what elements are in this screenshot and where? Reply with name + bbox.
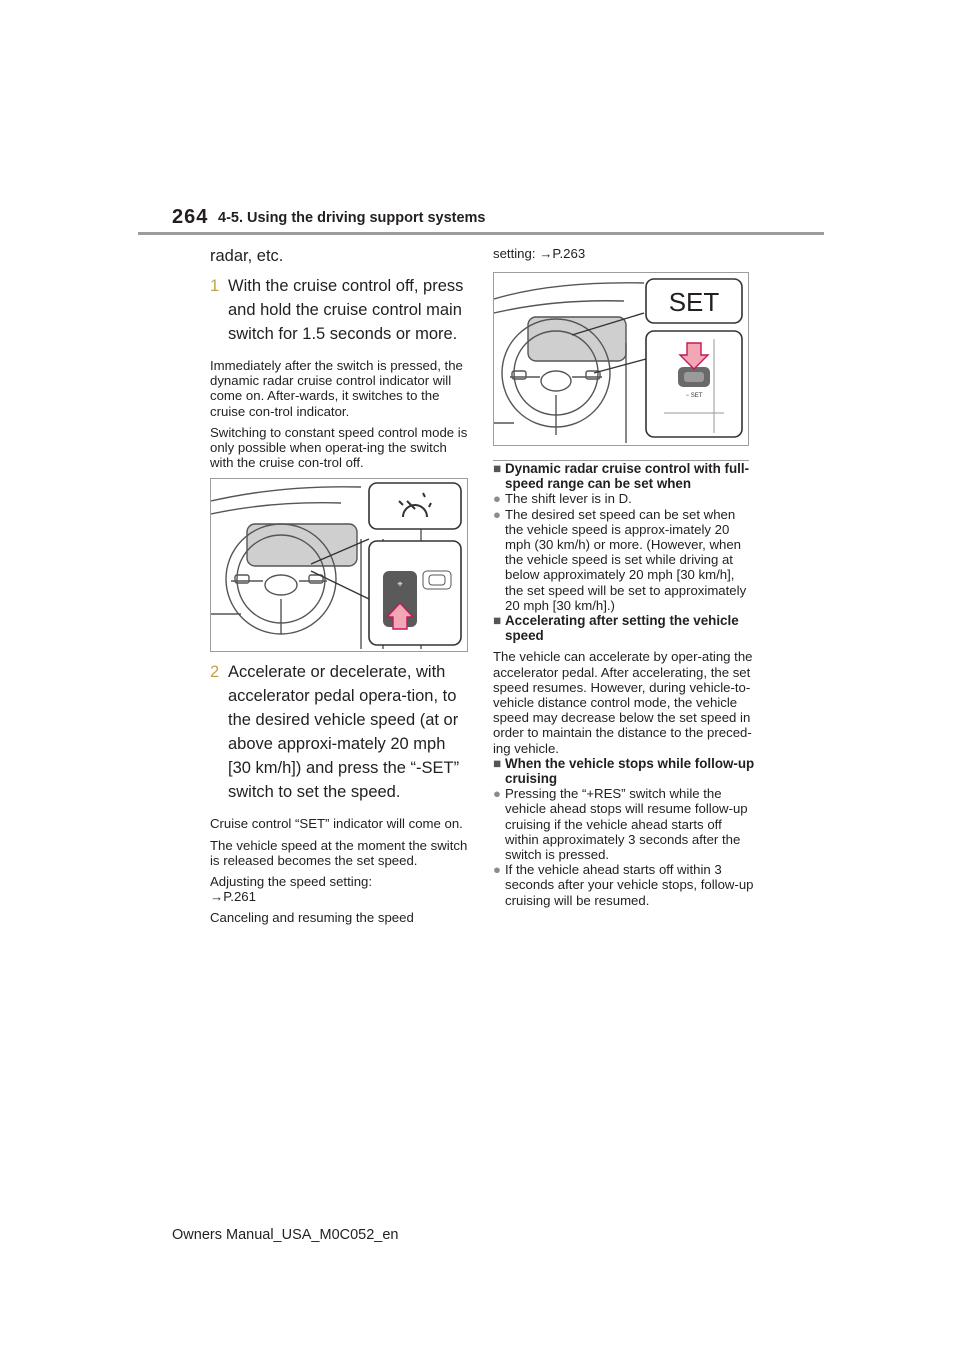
right-column (493, 244, 755, 908)
svg-text:⌖: ⌖ (397, 580, 403, 591)
step-2-number: 2 (210, 663, 220, 682)
cross-ref-label: Adjusting the speed setting: (210, 874, 373, 890)
subheading (493, 756, 755, 786)
cross-ref-label: setting: (493, 246, 536, 261)
main-switch-illustration (210, 478, 468, 652)
paragraph: Immediately after the switch is pressed, the dynamic radar cruise control indicator will come on. After-wards, it switches to the cruise con-trol indicator. (210, 358, 463, 419)
list-item-text: Pressing the “+RES” switch while the vehicle ahead stops will resume follow-up cruising if the vehicle ahead starts off within approximately 3 seconds after the switch is pressed. (505, 786, 748, 863)
page-number: 264 (172, 206, 209, 228)
step-2 (210, 660, 470, 804)
step-1 (210, 274, 470, 346)
steering-wheel-illustration (494, 273, 748, 445)
bullet-marker: ● (493, 786, 501, 802)
list-item (493, 862, 755, 908)
set-switch-illustration (493, 272, 749, 446)
paragraph: Cruise control “SET” indicator will come on. (210, 816, 463, 832)
subheading-text: When the vehicle stops while follow-up cruising (505, 755, 755, 787)
cross-ref-link[interactable]: →P.261 (210, 889, 256, 905)
paragraph: Canceling and resuming the speed (210, 910, 414, 926)
list-item (493, 786, 755, 862)
step-1-text: With the cruise control off, press and hold the cruise control main switch for 1.5 seconds or more. (228, 277, 464, 343)
set-switch-label: − SET (685, 393, 703, 399)
list-item (493, 507, 755, 613)
paragraph (493, 244, 755, 263)
list-item (493, 491, 755, 506)
paragraph (210, 874, 470, 904)
step-2-text: Accelerate or decelerate, with accelerator pedal opera-tion, to the desired vehicle speed (at or above approxi-mately 20 mph [30 km/h]) and press the “-SET” switch to set the speed. (228, 663, 460, 802)
heading-marker: ■ (493, 613, 502, 629)
step-1-number: 1 (210, 277, 220, 295)
intro-text: radar, etc. (210, 247, 284, 265)
heading-marker: ■ (493, 755, 502, 771)
header-rule (138, 232, 824, 235)
section-title: 4-5. Using the driving support systems (218, 210, 486, 226)
steering-wheel-illustration (211, 479, 467, 651)
bullet-marker: ● (493, 506, 501, 522)
cross-ref-link[interactable]: →P.263 (539, 246, 586, 261)
set-callout-label: SET (668, 287, 720, 317)
paragraph: Switching to constant speed control mode is only possible when operat-ing the switch with the cruise con-trol off. (210, 424, 468, 471)
subheading (493, 461, 755, 491)
subheading-text: Accelerating after setting the vehicle speed (505, 613, 739, 644)
list-item-text: The desired set speed can be set when the vehicle speed is approx-imately 20 mph (30 km/h) or more. (However, when the vehicle speed is set while driving at below approximately 20 mph [30 km/h], the set speed will be set to approximately 20 mph [30 km/h].) (505, 506, 747, 613)
subheading (493, 613, 755, 643)
subheading-text: Dynamic radar cruise control with full-speed range can be set when (505, 461, 750, 492)
footer-text: Owners Manual_USA_M0C052_en (172, 1227, 399, 1243)
paragraph: The vehicle speed at the moment the switch is released becomes the set speed. (210, 837, 468, 868)
bullet-marker: ● (493, 862, 501, 878)
list-item-text: The shift lever is in D. (505, 491, 632, 507)
paragraph: The vehicle can accelerate by oper-ating the accelerator pedal. After accelerating, the set speed resumes. However, during vehicle-to-vehicle distance control mode, the vehicle speed may decrease below the set speed in order to maintain the distance to the preced-ing vehicle. (493, 649, 753, 756)
left-column (210, 244, 470, 926)
list-item-text: If the vehicle ahead starts off within 3 seconds after your vehicle stops, follow-up cruising will be resumed. (505, 862, 754, 908)
bullet-marker: ● (493, 491, 501, 507)
heading-marker: ■ (493, 461, 502, 476)
